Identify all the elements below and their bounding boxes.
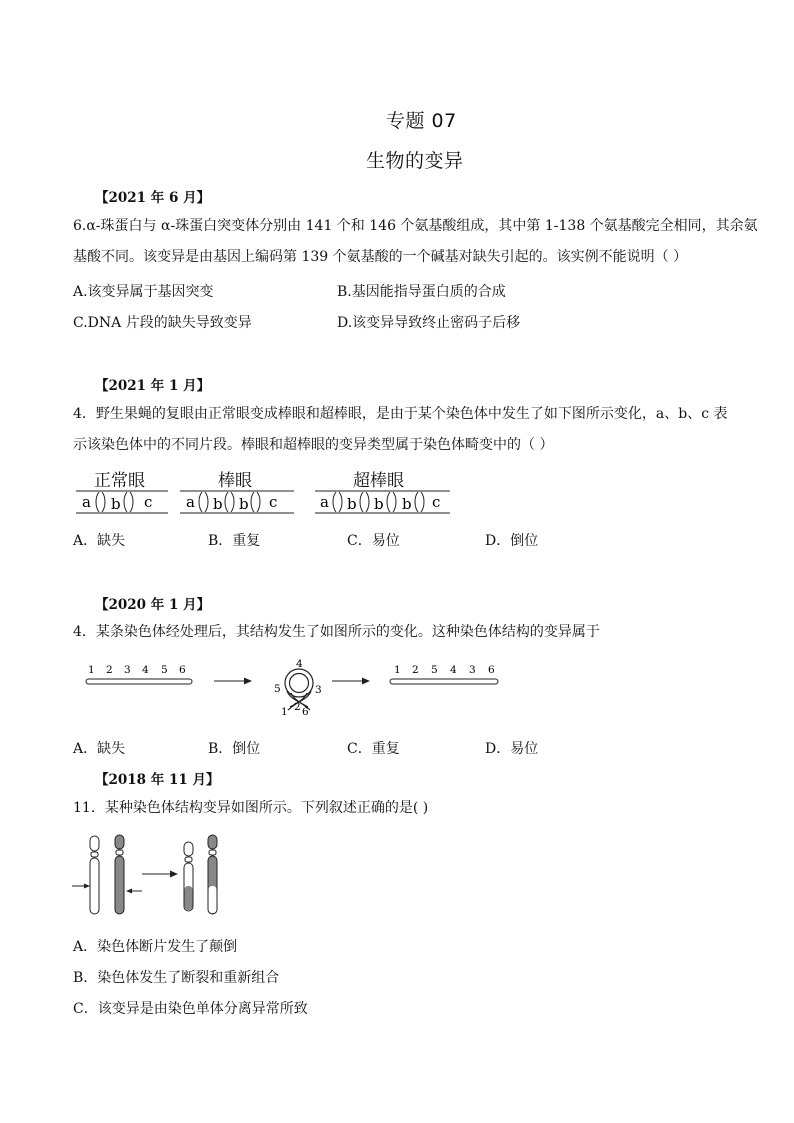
- q1-option-c: C.DNA 片段的缺失导致变异: [73, 315, 252, 331]
- locus-label: 6: [488, 664, 495, 676]
- q1-option-a: A.该变异属于基因突变: [73, 284, 214, 300]
- q3-option-a: A．缺失: [73, 741, 126, 757]
- q1-date-tag: 【2021 年 6 月】: [95, 190, 211, 206]
- label-bar-eye: 棒眼: [218, 471, 252, 491]
- q2-option-a: A．缺失: [73, 533, 126, 549]
- locus-label: 1: [281, 706, 288, 718]
- q4-date-tag: 【2018 年 11 月】: [95, 772, 220, 788]
- arrow-icon: [142, 871, 178, 878]
- q3-option-c: C．重复: [347, 741, 400, 757]
- bar-eye-chromosome-figure: [70, 488, 460, 518]
- q4-option-b: B．染色体发生了断裂和重新组合: [73, 970, 280, 986]
- segment-label: b: [239, 495, 249, 513]
- locus-label: 5: [431, 664, 438, 676]
- segment-label: a: [320, 493, 329, 511]
- page-title: 专题 07: [386, 110, 457, 132]
- q3-date-tag: 【2020 年 1 月】: [95, 597, 211, 613]
- chromosome-white-after: [184, 842, 193, 911]
- q4-stem-line1: 11．某种染色体结构变异如图所示。下列叙述正确的是( ): [73, 800, 429, 816]
- locus-label: 3: [469, 664, 476, 676]
- segment-label: b: [402, 495, 412, 513]
- locus-label: 2: [412, 664, 419, 676]
- segment-label: c: [144, 493, 153, 511]
- locus-label: 3: [315, 684, 322, 696]
- q3-option-d: D．易位: [485, 741, 539, 757]
- q1-option-b: B.基因能指导蛋白质的合成: [337, 284, 506, 300]
- segment-label: b: [213, 495, 223, 513]
- segment-label: a: [82, 493, 91, 511]
- label-ultrabar-eye: 超棒眼: [353, 471, 404, 491]
- segment-label: a: [186, 493, 195, 511]
- chromosome-gray-before: [115, 835, 124, 914]
- q2-option-d: D．倒位: [485, 533, 539, 549]
- arrow-icon: [214, 678, 252, 685]
- locus-label: 1: [394, 664, 401, 676]
- q2-option-c: C．易位: [347, 533, 400, 549]
- q1-stem-line2: 基酸不同。该变异是由基因上编码第 139 个氨基酸的一个碱基对缺失引起的。该实例不能说明（ ）: [73, 249, 688, 265]
- locus-label: 4: [296, 658, 303, 670]
- arrow-icon: [332, 678, 370, 685]
- locus-label: 2: [106, 664, 113, 676]
- segment-label: b: [111, 495, 121, 513]
- q2-stem-line1: 4．野生果蝇的复眼由正常眼变成棒眼和超棒眼，是由于某个染色体中发生了如下图所示变化，a、b、c 表: [73, 406, 728, 422]
- label-normal-eye: 正常眼: [94, 471, 145, 491]
- chromosome-gray-after: [208, 835, 217, 914]
- locus-label: 1: [88, 664, 95, 676]
- chromosome-loop: [274, 658, 322, 718]
- locus-label: 6: [179, 664, 186, 676]
- arrow-icon: [72, 884, 90, 889]
- locus-label: 5: [274, 683, 281, 695]
- q2-option-b: B．重复: [208, 533, 261, 549]
- segment-label: c: [432, 493, 441, 511]
- q4-option-a: A．染色体断片发生了颠倒: [73, 939, 238, 955]
- chromosome-ultrabar-eye: [315, 491, 450, 513]
- locus-label: 4: [450, 664, 457, 676]
- locus-label: 5: [161, 664, 168, 676]
- page-subtitle: 生物的变异: [366, 150, 464, 172]
- q2-date-tag: 【2021 年 1 月】: [95, 378, 211, 394]
- q3-stem-line1: 4．某条染色体经处理后，其结构发生了如图所示的变化。这种染色体结构的变异属于: [73, 624, 600, 640]
- locus-label: 4: [142, 664, 149, 676]
- chromosome-normal: [76, 491, 168, 513]
- locus-label: 2: [294, 701, 301, 713]
- translocation-figure: [66, 834, 236, 918]
- segment-label: c: [269, 493, 278, 511]
- chromosome-before: [86, 664, 192, 684]
- arrow-icon: [126, 889, 142, 894]
- chromosome-after: [390, 664, 498, 684]
- locus-label: 3: [124, 664, 131, 676]
- inversion-loop-figure: [80, 655, 510, 720]
- q1-stem-line1: 6.α-珠蛋白与 α-珠蛋白突变体分别由 141 个和 146 个氨基酸组成，其中第 1-138 个氨基酸完全相同，其余氨: [73, 218, 758, 234]
- chromosome-white-before: [90, 836, 99, 914]
- q4-option-c: C．该变异是由染色单体分离异常所致: [73, 1001, 308, 1017]
- locus-label: 6: [302, 706, 309, 718]
- segment-label: b: [374, 495, 384, 513]
- segment-label: b: [347, 495, 357, 513]
- q1-option-d: D.该变异导致终止密码子后移: [337, 315, 521, 331]
- q3-option-b: B．倒位: [208, 741, 261, 757]
- chromosome-bar-eye: [180, 491, 294, 513]
- q2-stem-line2: 示该染色体中的不同片段。棒眼和超棒眼的变异类型属于染色体畸变中的（ ）: [73, 437, 554, 453]
